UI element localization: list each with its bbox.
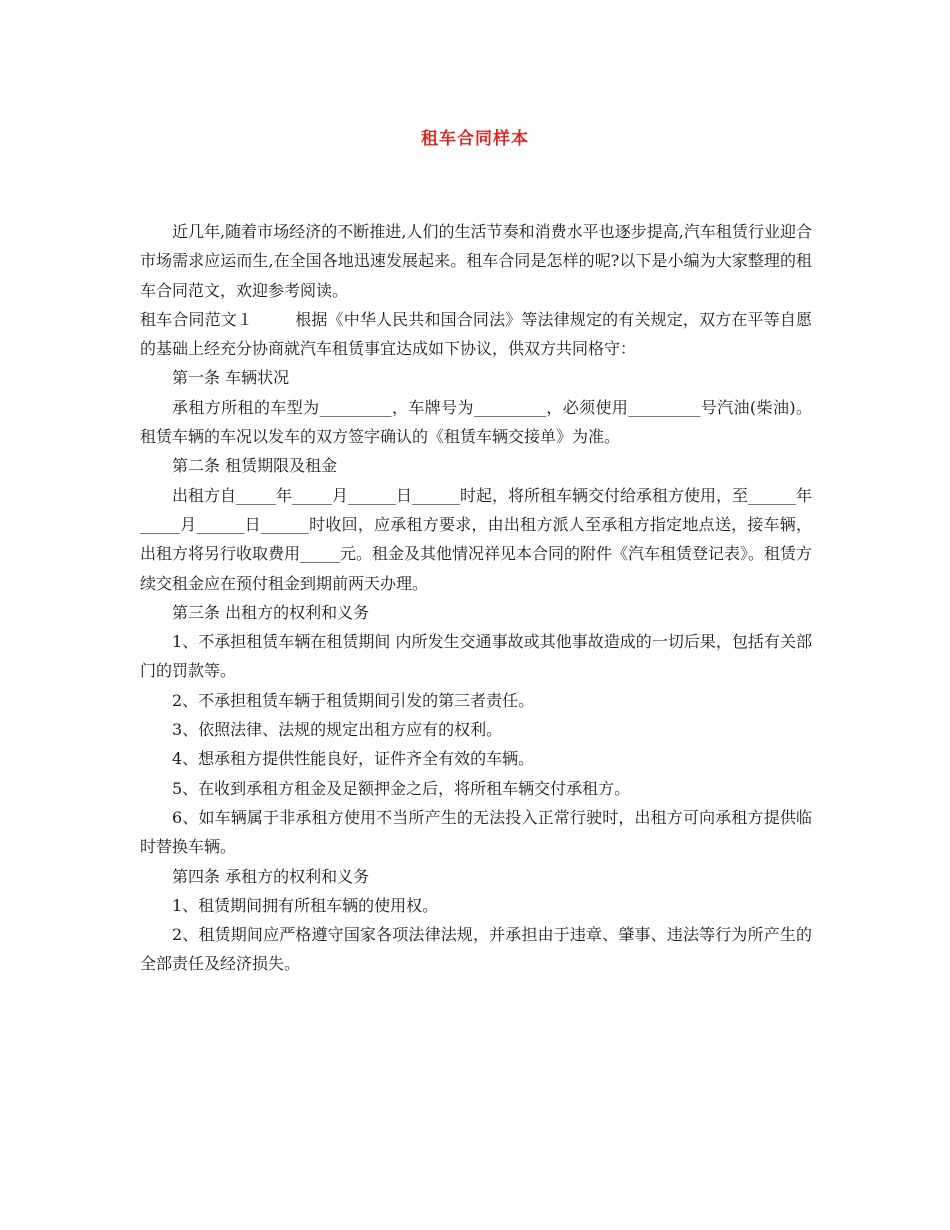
article3-item: 3、依照法律、法规的规定出租方应有的权利。 [172,720,503,740]
article4-item: 2、租赁期间应严格遵守国家各项法律法规，并承担由于违章、肇事、违法等行为所产生的全部责任及经济损失。 [140,925,812,974]
article3-item: 2、不承担租赁车辆于租赁期间引发的第三者责任。 [172,690,535,710]
article2-text: 出租方自_____年_____月______日______时起，将所租车辆交付给承租方使用，至______年_____月______日______时收回，应承租方要求，由出租方派人至承租方指定地点送，接车辆，出租方将另行收取费用_____元。租金及其他情况祥见本合同的附件《汽车租赁登记表》。租赁方续交租金应在预付租金到期前两天办理。 [140,485,813,593]
article3-item: 6、如车辆属于非承租方使用不当所产生的无法投入正常行驶时，出租方可向承租方提供临时替换车辆。 [140,807,812,857]
article3-item: 1、不承担租赁车辆在租赁期间 内所发生交通事故或其他事故造成的一切后果，包括有关部门的罚款等。 [140,632,812,681]
sample-paragraph [140,305,812,364]
document-body [140,217,812,979]
article2-heading: 第二条 租赁期限及租金 [172,456,338,476]
article1-heading: 第一条 车辆状况 [172,368,290,388]
article3-heading: 第三条 出租方的权利和义务 [172,602,370,622]
article3-item: 5、在收到承租方租金及足额押金之后，将所租车辆交付承租方。 [172,778,631,798]
article4-heading: 第四条 承租方的权利和义务 [172,866,370,886]
article1-text: 承租方所租的车型为_________，车牌号为_________，必须使用_________号汽油(柴油)。租赁车辆的车况以发车的双方签字确认的《租赁车辆交接单》为准。 [140,397,812,447]
article4-item: 1、租赁期间拥有所租车辆的使用权。 [172,895,439,915]
sample-label: 租车合同范文１ [140,309,254,329]
document-title: 租车合同样本 [421,129,529,149]
intro-paragraph: 近几年,随着市场经济的不断推进,人们的生活节奏和消费水平也逐步提高,汽车租赁行业迎合市场需求应运而生,在全国各地迅速发展起来。租车合同是怎样的呢?以下是小编为大家整理的租车合同范文，欢迎参考阅读。 [140,222,812,300]
article3-item: 4、想承租方提供性能良好，证件齐全有效的车辆。 [172,749,535,769]
sample-intro: 根据《中华人民共和国合同法》等法律规定的有关规定，双方在平等自愿的基础上经充分协商就汽车租赁事宜达成如下协议，供双方共同格守： [140,309,812,359]
